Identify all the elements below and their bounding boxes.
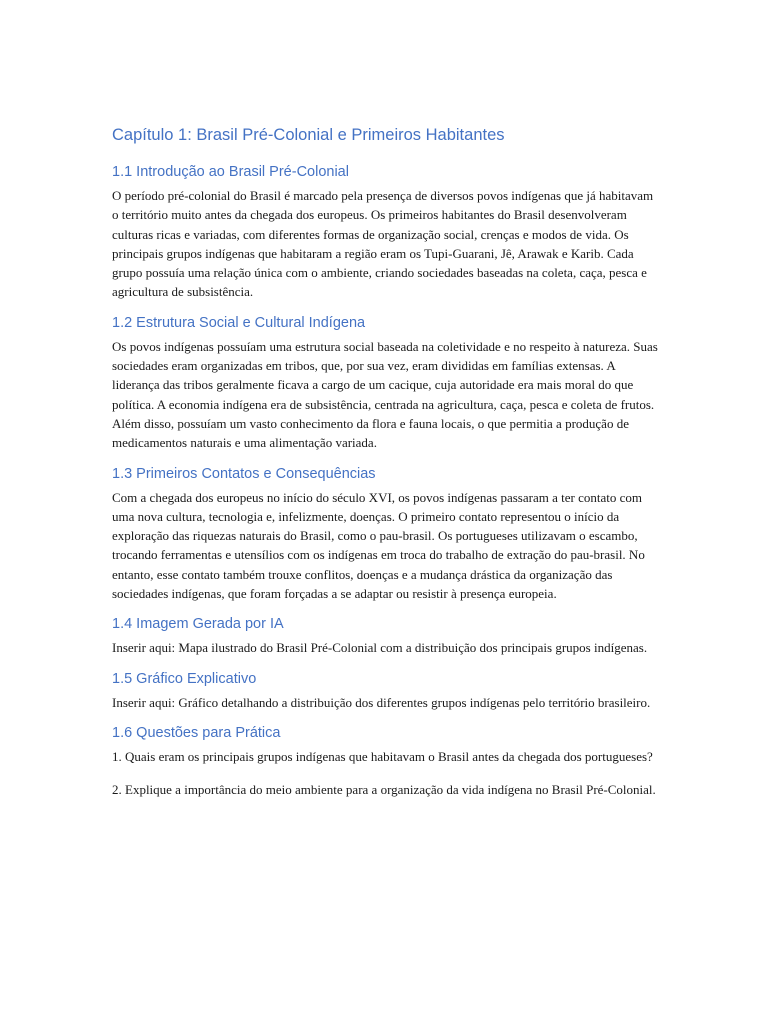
section-imagem-ia — [112, 615, 660, 657]
section-heading: 1.3 Primeiros Contatos e Consequências — [112, 465, 376, 482]
paragraph: Inserir aqui: Mapa ilustrado do Brasil Pré-Colonial com a distribuição dos principais grupos indígenas. — [112, 640, 648, 656]
question-item: 1. Quais eram os principais grupos indígenas que habitavam o Brasil antes da chegada dos portugueses? — [112, 748, 653, 764]
question-item: 2. Explique a importância do meio ambiente para a organização da vida indígena no Brasil Pré-Colonial. — [112, 782, 656, 798]
section-questoes — [112, 724, 660, 800]
section-heading: 1.5 Gráfico Explicativo — [112, 670, 257, 687]
paragraph: Os povos indígenas possuíam uma estrutura social baseada na coletividade e no respeito à natureza. Suas sociedades eram organizadas em tribos, que, por sua vez, eram divididas em famílias extensas. A liderança das tribos geralmente ficava a cargo de um cacique, cuja autoridade era mais moral do que política. A economia indígena era de subsistência, centrada na agricultura, caça, pesca e coleta de frutos. Além disso, possuíam um vasto conhecimento da flora e fauna locais, o que permitia a produção de medicamentos naturais e uma alimentação variada. — [112, 338, 658, 451]
section-grafico — [112, 670, 660, 712]
paragraph: O período pré-colonial do Brasil é marcado pela presença de diversos povos indígenas que já habitavam o território muito antes da chegada dos europeus. Os primeiros habitantes do Brasil desenvolveram culturas ricas e variadas, com diferentes formas de organização social, crenças e modos de vida. Os principais grupos indígenas que habitaram a região eram os Tupi-Guarani, Jê, Arawak e Karib. Cada grupo possuía uma relação única com o ambiente, criando sociedades baseadas na coleta, caça, pesca e agricultura de subsistência. — [112, 188, 654, 300]
section-heading: 1.2 Estrutura Social e Cultural Indígena — [112, 314, 366, 331]
document-page — [112, 124, 660, 812]
section-heading: 1.4 Imagem Gerada por IA — [112, 616, 284, 633]
paragraph: Inserir aqui: Gráfico detalhando a distribuição dos diferentes grupos indígenas pelo território brasileiro. — [112, 694, 651, 710]
section-primeiros-contatos — [112, 465, 660, 604]
section-heading: 1.1 Introdução ao Brasil Pré-Colonial — [112, 164, 349, 180]
section-introducao — [112, 163, 660, 302]
chapter-title: Capítulo 1: Brasil Pré-Colonial e Primeiros Habitantes — [112, 126, 505, 144]
paragraph: Com a chegada dos europeus no início do século XVI, os povos indígenas passaram a ter contato com uma nova cultura, tecnologia e, infelizmente, doenças. O primeiro contato representou o início da exploração das riquezas naturais do Brasil, como o pau-brasil. Os portugueses utilizavam o escambo, trocando ferramentas e utensílios com os indígenas em troca do trabalho de extração do pau-brasil. No entanto, esse contato também trouxe conflitos, doenças e a mudança drástica da organização das sociedades indígenas, que foram forçadas a se adaptar ou resistir à presença europeia. — [112, 489, 645, 602]
section-estrutura-social — [112, 314, 660, 453]
section-heading: 1.6 Questões para Prática — [112, 724, 281, 741]
